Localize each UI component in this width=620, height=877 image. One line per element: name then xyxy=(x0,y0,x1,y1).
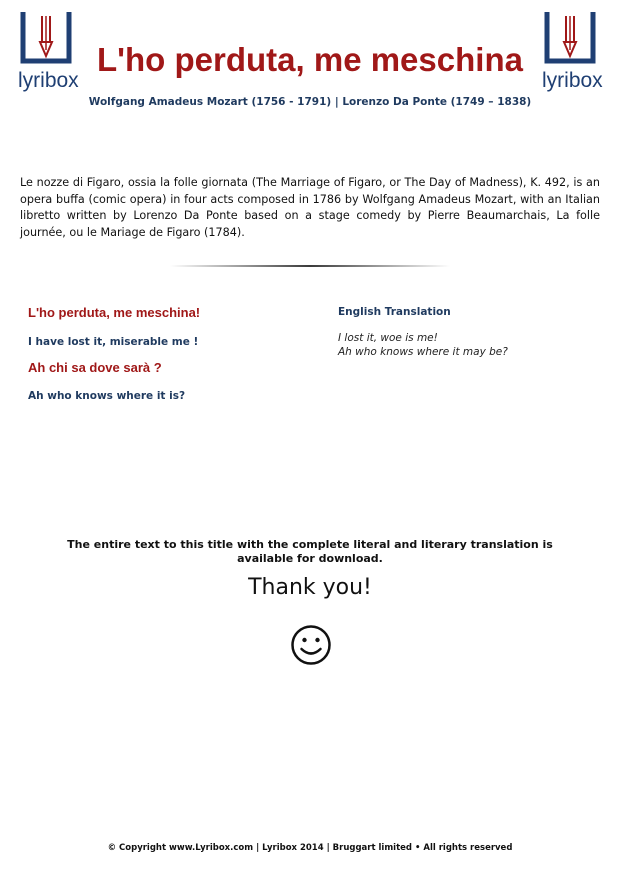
lyribox-logo-right xyxy=(542,12,604,94)
footer-copyright: © Copyright www.Lyribox.com | Lyribox 2014 | Bruggart limited • All rights reserved xyxy=(107,843,513,853)
lyric-line-english: Ah who knows where it is? xyxy=(28,390,186,402)
download-note: The entire text to this title with the complete literal and literary translation is available for download. xyxy=(67,538,553,565)
lyric-line-english: I have lost it, miserable me ! xyxy=(28,336,199,348)
intro-paragraph: Le nozze di Figaro, ossia la folle giornata (The Marriage of Figaro, or The Day of Madness), K. 492, is an opera buffa (comic opera) in four acts composed in 1786 by Wolfgang Amadeus Mozart, with an Italian libretto written by Lorenzo Da Ponte based on a stage comedy by Pierre Beaumarchais, La folle journée, ou le Mariage de Figaro (1784). xyxy=(20,176,600,239)
pen-frame-icon xyxy=(20,12,72,64)
page-title: L'ho perduta, me meschina xyxy=(97,41,523,78)
lyric-line-italian: L'ho perduta, me meschina! xyxy=(28,305,201,320)
translation-heading: English Translation xyxy=(338,306,451,318)
logo-wordmark: lyribox xyxy=(542,69,603,92)
section-divider xyxy=(170,265,450,267)
composer-librettist: Wolfgang Amadeus Mozart (1756 - 1791) | Lorenzo Da Ponte (1749 – 1838) xyxy=(88,96,532,108)
lyribox-logo-left xyxy=(18,12,80,94)
logo-wordmark: lyribox xyxy=(18,69,79,92)
thank-you-text: Thank you! xyxy=(248,575,372,600)
pen-frame-icon xyxy=(544,12,596,64)
translation-line: Ah who knows where it may be? xyxy=(338,346,508,358)
translation-column xyxy=(338,306,598,359)
lyric-line-italian: Ah chi sa dove sarà ? xyxy=(28,360,162,375)
translation-lines xyxy=(338,331,598,359)
translation-line: I lost it, woe is me! xyxy=(338,332,438,344)
smiley-face-icon xyxy=(290,624,332,666)
